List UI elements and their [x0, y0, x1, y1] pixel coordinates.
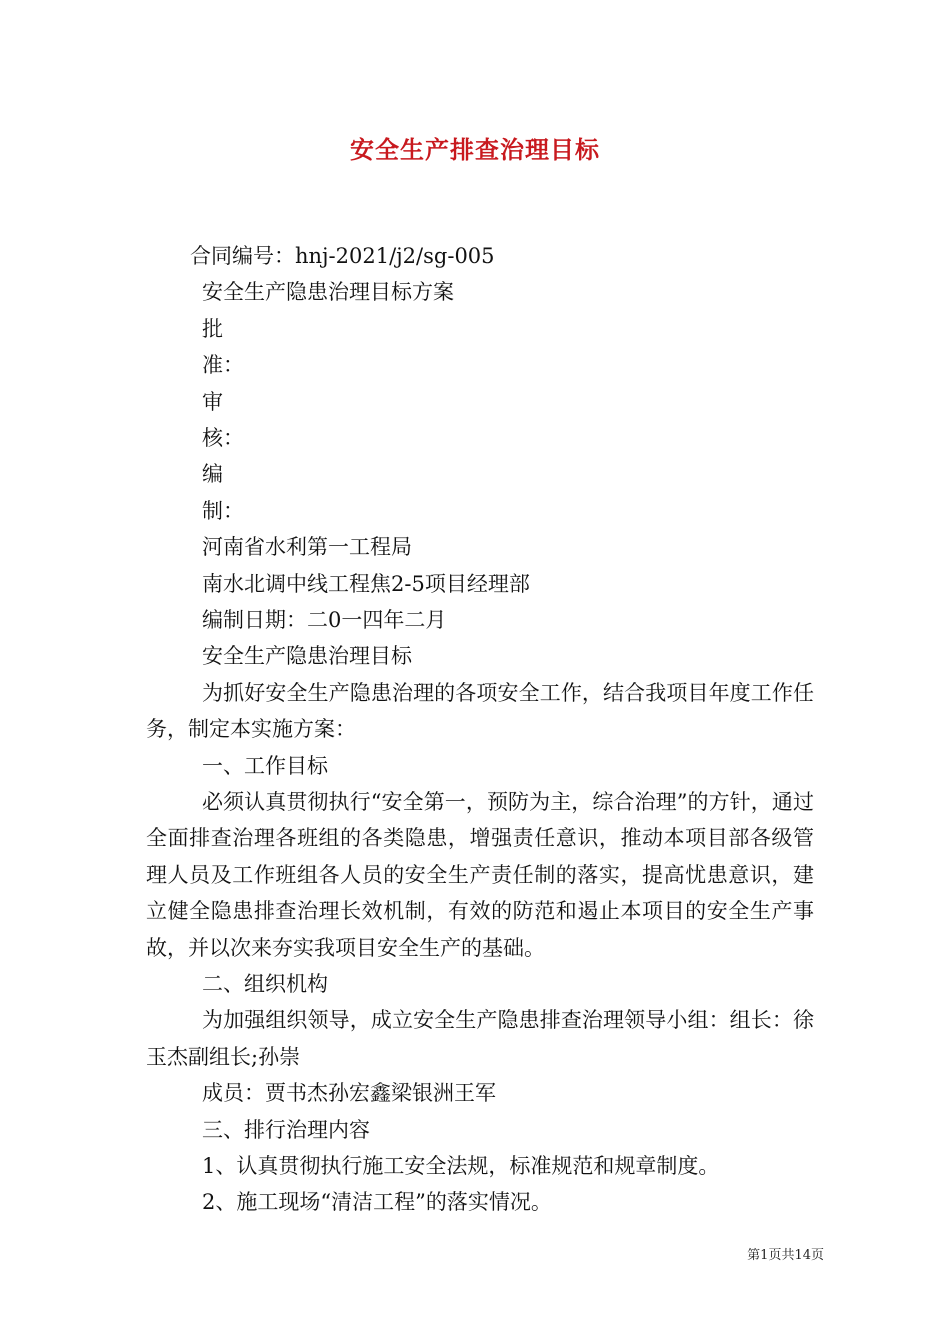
approve-label-1: 批 [202, 316, 223, 341]
compile-date: 编制日期：二0一四年二月 [202, 607, 447, 632]
contract-number: 合同编号：hnj-2021/j2/sg-005 [190, 244, 495, 268]
heading-organization: 二、组织机构 [202, 971, 328, 996]
content-item-1: 1、认真贯彻执行施工安全法规，标准规范和规章制度。 [202, 1153, 720, 1178]
intro-paragraph: 为抓好安全生产隐患治理的各项安全工作，结合我项目年度工作任务，制定本实施方案： [146, 680, 814, 742]
compile-label-1: 编 [202, 462, 223, 487]
heading-work-goal: 一、工作目标 [202, 753, 328, 778]
content-item-2: 2、施工现场“清洁工程”的落实情况。 [202, 1190, 552, 1215]
document-body [146, 238, 814, 1221]
document-title: 安全生产排查治理目标 [350, 135, 600, 164]
organization-paragraph: 为加强组织领导，成立安全生产隐患排查治理领导小组：组长：徐玉杰副组长;孙崇 [146, 1008, 814, 1069]
work-goal-paragraph: 必须认真贯彻执行“安全第一，预防为主，综合治理”的方针，通过全面排查治理各班组的各类隐患，增强责任意识，推动本项目部各级管理人员及工作班组各人员的安全生产责任制的落实，提高忧患意识，建立健全隐患排查治理长效机制，有效的防范和遏止本项目的安全生产事故，并以次来夯实我项目安全生产的基础。 [146, 789, 814, 960]
members-line: 成员：贾书杰孙宏鑫梁银洲王军 [202, 1081, 496, 1106]
heading-content: 三、排行治理内容 [202, 1117, 370, 1142]
section-title: 安全生产隐患治理目标 [202, 644, 412, 669]
approve-label-2: 准： [202, 353, 244, 378]
organization-name: 河南省水利第一工程局 [202, 535, 412, 560]
plan-title: 安全生产隐患治理目标方案 [202, 280, 454, 305]
review-label-1: 审 [202, 389, 223, 414]
department-name: 南水北调中线工程焦2-5项目经理部 [202, 571, 530, 596]
review-label-2: 核： [202, 425, 244, 450]
page-number: 第1页共14页 [747, 1248, 824, 1263]
compile-label-2: 制： [202, 498, 244, 523]
